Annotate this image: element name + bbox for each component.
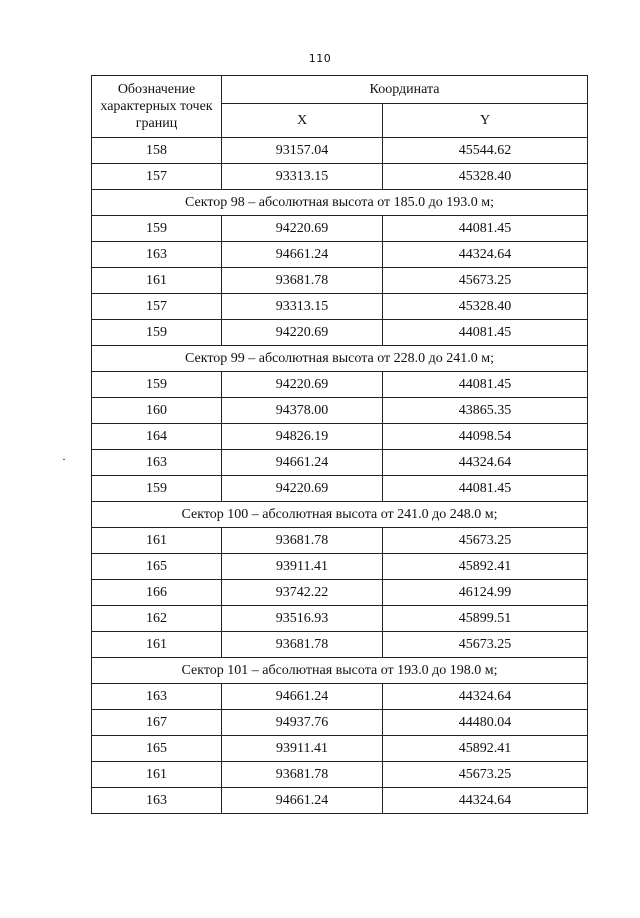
point-cell: 166 (92, 580, 222, 606)
header-y: Y (383, 104, 588, 138)
point-cell: 161 (92, 762, 222, 788)
table-row (92, 606, 588, 632)
x-coordinate-cell: 93742.22 (222, 580, 383, 606)
x-coordinate-cell: 94220.69 (222, 372, 383, 398)
point-cell: 159 (92, 320, 222, 346)
point-cell: 159 (92, 216, 222, 242)
table-row (92, 684, 588, 710)
x-coordinate-cell: 94378.00 (222, 398, 383, 424)
table-row (92, 476, 588, 502)
table-row (92, 424, 588, 450)
y-coordinate-cell: 46124.99 (383, 580, 588, 606)
sector-heading-row (92, 658, 588, 684)
page-number: 110 (308, 52, 332, 65)
table-row (92, 528, 588, 554)
x-coordinate-cell: 93681.78 (222, 528, 383, 554)
y-coordinate-cell: 45899.51 (383, 606, 588, 632)
table-row (92, 398, 588, 424)
table-row (92, 554, 588, 580)
point-cell: 165 (92, 554, 222, 580)
x-coordinate-cell: 93911.41 (222, 554, 383, 580)
y-coordinate-cell: 44098.54 (383, 424, 588, 450)
y-coordinate-cell: 44324.64 (383, 788, 588, 814)
table-row (92, 268, 588, 294)
point-cell: 159 (92, 476, 222, 502)
point-cell: 163 (92, 788, 222, 814)
y-coordinate-cell: 44081.45 (383, 476, 588, 502)
x-coordinate-cell: 94220.69 (222, 476, 383, 502)
x-coordinate-cell: 93516.93 (222, 606, 383, 632)
y-coordinate-cell: 45673.25 (383, 268, 588, 294)
x-coordinate-cell: 93911.41 (222, 736, 383, 762)
y-coordinate-cell: 45673.25 (383, 528, 588, 554)
sector-heading-row (92, 190, 588, 216)
table-row (92, 216, 588, 242)
table-row (92, 242, 588, 268)
table-row (92, 372, 588, 398)
x-coordinate-cell: 93681.78 (222, 268, 383, 294)
x-coordinate-cell: 93681.78 (222, 762, 383, 788)
table-row (92, 164, 588, 190)
table-row (92, 294, 588, 320)
y-coordinate-cell: 44081.45 (383, 320, 588, 346)
y-coordinate-cell: 44081.45 (383, 216, 588, 242)
point-cell: 157 (92, 294, 222, 320)
point-cell: 157 (92, 164, 222, 190)
coordinates-table (91, 75, 588, 814)
table-row (92, 450, 588, 476)
point-cell: 161 (92, 632, 222, 658)
x-coordinate-cell: 93313.15 (222, 164, 383, 190)
table-row (92, 320, 588, 346)
x-coordinate-cell: 94661.24 (222, 450, 383, 476)
y-coordinate-cell: 45544.62 (383, 138, 588, 164)
point-cell: 158 (92, 138, 222, 164)
table-row (92, 580, 588, 606)
point-cell: 164 (92, 424, 222, 450)
x-coordinate-cell: 94220.69 (222, 320, 383, 346)
sector-heading-row (92, 502, 588, 528)
y-coordinate-cell: 45673.25 (383, 762, 588, 788)
scan-speck (63, 459, 65, 460)
header-x: X (222, 104, 383, 138)
sector-heading: Сектор 100 – абсолютная высота от 241.0 до 248.0 м; (92, 502, 588, 528)
y-coordinate-cell: 45892.41 (383, 736, 588, 762)
point-cell: 162 (92, 606, 222, 632)
point-cell: 165 (92, 736, 222, 762)
x-coordinate-cell: 93157.04 (222, 138, 383, 164)
point-cell: 161 (92, 528, 222, 554)
table-row (92, 788, 588, 814)
point-cell: 161 (92, 268, 222, 294)
point-cell: 163 (92, 450, 222, 476)
x-coordinate-cell: 94661.24 (222, 242, 383, 268)
table-body (92, 138, 588, 814)
x-coordinate-cell: 94661.24 (222, 684, 383, 710)
header-point-designation: Обозначение характерных точек границ (92, 76, 222, 138)
table-row (92, 710, 588, 736)
y-coordinate-cell: 45673.25 (383, 632, 588, 658)
y-coordinate-cell: 44324.64 (383, 684, 588, 710)
x-coordinate-cell: 93681.78 (222, 632, 383, 658)
y-coordinate-cell: 45328.40 (383, 164, 588, 190)
table-row (92, 762, 588, 788)
sector-heading: Сектор 99 – абсолютная высота от 228.0 до 241.0 м; (92, 346, 588, 372)
sector-heading-row (92, 346, 588, 372)
table-header (92, 76, 588, 138)
point-cell: 163 (92, 684, 222, 710)
point-cell: 163 (92, 242, 222, 268)
y-coordinate-cell: 45328.40 (383, 294, 588, 320)
y-coordinate-cell: 43865.35 (383, 398, 588, 424)
x-coordinate-cell: 94220.69 (222, 216, 383, 242)
sector-heading: Сектор 98 – абсолютная высота от 185.0 до 193.0 м; (92, 190, 588, 216)
header-coordinate: Координата (222, 76, 588, 104)
table-row (92, 736, 588, 762)
y-coordinate-cell: 45892.41 (383, 554, 588, 580)
table-row (92, 632, 588, 658)
point-cell: 159 (92, 372, 222, 398)
y-coordinate-cell: 44480.04 (383, 710, 588, 736)
y-coordinate-cell: 44081.45 (383, 372, 588, 398)
x-coordinate-cell: 94826.19 (222, 424, 383, 450)
y-coordinate-cell: 44324.64 (383, 242, 588, 268)
x-coordinate-cell: 94937.76 (222, 710, 383, 736)
point-cell: 167 (92, 710, 222, 736)
x-coordinate-cell: 94661.24 (222, 788, 383, 814)
table-row (92, 138, 588, 164)
x-coordinate-cell: 93313.15 (222, 294, 383, 320)
y-coordinate-cell: 44324.64 (383, 450, 588, 476)
sector-heading: Сектор 101 – абсолютная высота от 193.0 до 198.0 м; (92, 658, 588, 684)
point-cell: 160 (92, 398, 222, 424)
